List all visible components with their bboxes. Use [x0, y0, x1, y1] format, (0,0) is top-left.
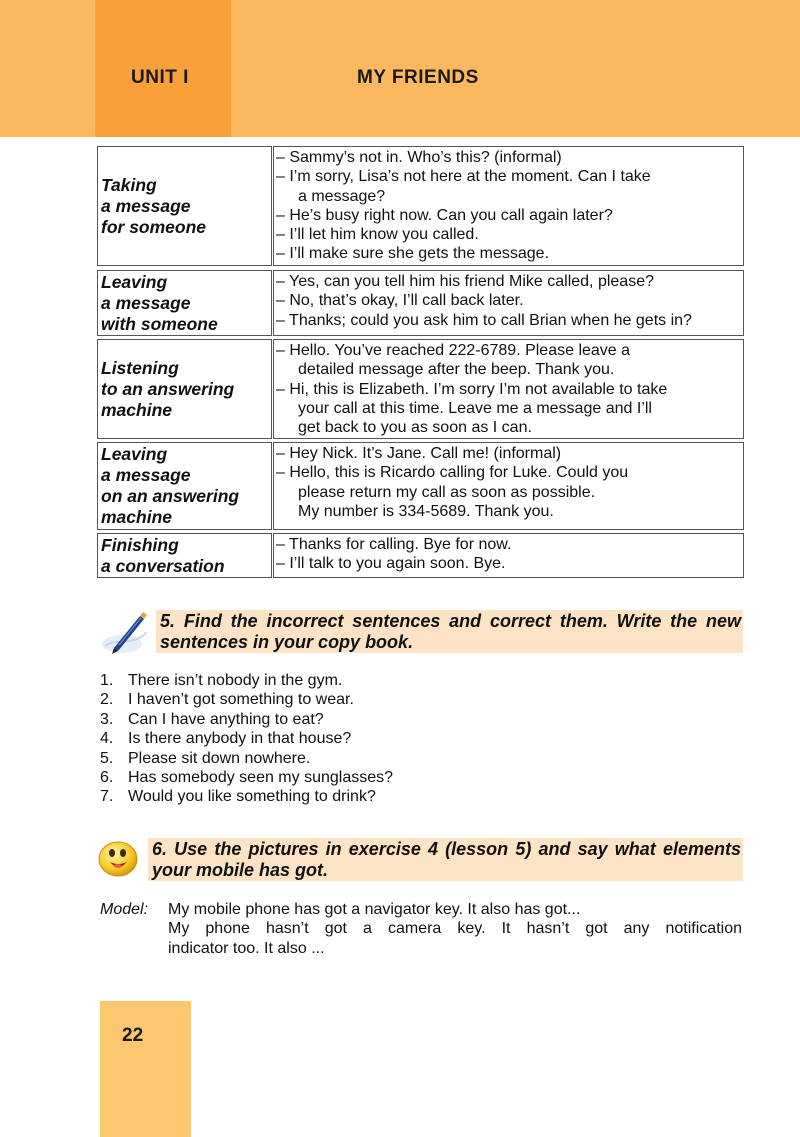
- row-phrases-cell: [273, 270, 744, 336]
- list-text: There isn’t nobody in the gym.: [128, 672, 343, 689]
- phrase-line: – I’ll talk to you again soon. Bye.: [276, 555, 506, 573]
- table-row: [97, 533, 744, 578]
- list-number: 6.: [100, 769, 114, 787]
- exercise-5-banner: [156, 610, 743, 653]
- list-text: Is there anybody in that house?: [128, 730, 352, 748]
- phrase-line: – No, that’s okay, I’ll call back later.: [276, 292, 524, 310]
- row-heading: Listening to an answering machine: [101, 357, 235, 420]
- phrase-line: – I’ll let him know you called.: [276, 226, 479, 244]
- phrase-line: detailed message after the beep. Thank you.: [298, 361, 615, 379]
- model-text: [168, 900, 742, 958]
- exercise-5-instruction: 5. Find the incorrect sentences and correct them. Write the new sentences in your copy book.: [160, 611, 741, 652]
- list-text: Can I have anything to eat?: [128, 710, 324, 728]
- row-heading: Finishing a conversation: [101, 534, 225, 576]
- phrase-line: – Hello, this is Ricardo calling for Luke. Could you: [276, 464, 629, 482]
- row-heading-cell: [97, 442, 272, 530]
- phrase-line: – Hello. You’ve reached 222-6789. Please leave a: [276, 342, 631, 359]
- pen-icon: [100, 610, 150, 656]
- model-line: My phone hasn’t got a camera key. It hasn’t got any notification: [168, 920, 742, 938]
- list-number: 5.: [100, 749, 114, 767]
- table-row: [97, 339, 744, 439]
- row-heading-cell: [97, 339, 272, 439]
- row-heading: Taking a message for someone: [101, 174, 207, 237]
- list-item: [100, 690, 393, 709]
- phrase-line: – Hey Nick. It’s Jane. Call me! (informal): [276, 445, 562, 462]
- page-number: 22: [122, 1025, 144, 1046]
- phrase-line: – Yes, can you tell him his friend Mike called, please?: [276, 273, 654, 290]
- list-text: Please sit down nowhere.: [128, 749, 311, 767]
- sentence-list: [100, 671, 393, 807]
- list-text: I haven’t got something to wear.: [128, 691, 354, 709]
- unit-title: MY FRIENDS: [357, 67, 479, 88]
- list-item: [100, 710, 393, 729]
- list-number: 2.: [100, 691, 114, 709]
- table-row: [97, 146, 744, 266]
- table-row: [97, 270, 744, 336]
- row-phrases-cell: [273, 339, 744, 439]
- row-heading: Leaving a message on an answering machine: [101, 444, 240, 527]
- row-phrases-cell: [273, 533, 744, 578]
- row-heading: Leaving a message with someone: [101, 271, 218, 334]
- phrase-line: get back to you as soon as I can.: [298, 419, 532, 437]
- phrase-line: My number is 334-5689. Thank you.: [298, 502, 554, 520]
- row-heading-cell: [97, 270, 272, 336]
- phrase-line: – I’ll make sure she gets the message.: [276, 245, 550, 263]
- phrase-line: your call at this time. Leave me a message and I’ll: [298, 399, 652, 417]
- page-number-tab: [100, 1001, 191, 1137]
- list-number: 1.: [100, 672, 114, 689]
- list-item: [100, 729, 393, 748]
- list-number: 3.: [100, 710, 114, 728]
- row-phrases-cell: [273, 146, 744, 266]
- exercise-6-banner: [148, 838, 743, 881]
- smiley-icon: [98, 838, 140, 880]
- phrase-line: please return my call as soon as possible.: [298, 483, 596, 501]
- model-line: My mobile phone has got a navigator key. It also has got...: [168, 901, 581, 918]
- list-item: [100, 749, 393, 768]
- phrase-line: – Thanks for calling. Bye for now.: [276, 536, 512, 553]
- list-number: 7.: [100, 788, 114, 806]
- phrase-line: – I’m sorry, Lisa’s not here at the moment. Can I take: [276, 168, 651, 186]
- phrase-line: – Sammy’s not in. Who’s this? (informal): [276, 149, 562, 166]
- list-number: 4.: [100, 730, 114, 748]
- row-heading-cell: [97, 146, 272, 266]
- phrase-line: – He’s busy right now. Can you call again later?: [276, 206, 613, 224]
- phrase-line: a message?: [298, 187, 386, 205]
- model-line: indicator too. It also ...: [168, 939, 325, 957]
- exercise-6-instruction: 6. Use the pictures in exercise 4 (lesson 5) and say what elements your mobile has got.: [152, 839, 741, 880]
- list-text: Would you like something to drink?: [128, 788, 376, 806]
- list-item: [100, 787, 393, 806]
- model-label: Model:: [100, 901, 149, 918]
- unit-label: UNIT I: [131, 67, 189, 88]
- list-item: [100, 768, 393, 787]
- row-heading-cell: [97, 533, 272, 578]
- phrase-line: – Thanks; could you ask him to call Brian when he gets in?: [276, 311, 692, 329]
- row-phrases-cell: [273, 442, 744, 530]
- list-item: [100, 671, 393, 690]
- table-row: [97, 442, 744, 530]
- list-text: Has somebody seen my sunglasses?: [128, 769, 394, 787]
- phrase-line: – Hi, this is Elizabeth. I’m sorry I’m not available to take: [276, 380, 668, 398]
